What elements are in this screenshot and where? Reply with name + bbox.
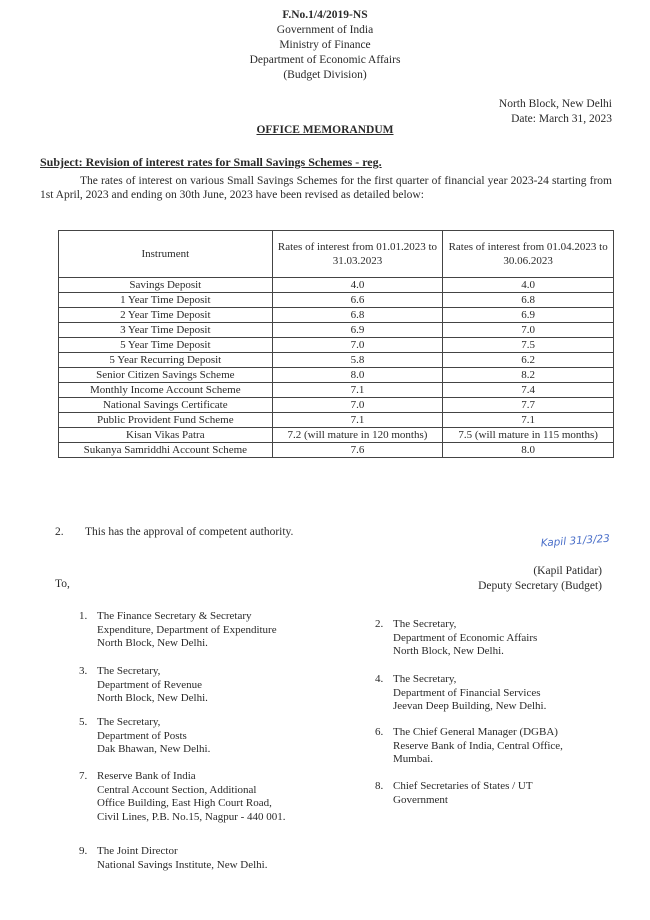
recipient-line: North Block, New Delhi. bbox=[97, 637, 208, 649]
header-line: (Budget Division) bbox=[283, 69, 367, 81]
instrument-cell: 2 Year Time Deposit bbox=[59, 308, 273, 323]
paragraph-number: 2. bbox=[55, 526, 64, 538]
column-header: Instrument bbox=[59, 231, 273, 278]
table-row bbox=[59, 368, 614, 383]
instrument-cell: 3 Year Time Deposit bbox=[59, 323, 273, 338]
rate-cell: 7.1 bbox=[272, 413, 443, 428]
signatory bbox=[478, 564, 602, 594]
recipient bbox=[79, 770, 337, 824]
table-row bbox=[59, 323, 614, 338]
recipient-line: Government bbox=[393, 793, 448, 806]
header-line: Department of Economic Affairs bbox=[249, 54, 401, 66]
recipient-line: Department of Posts bbox=[97, 729, 187, 742]
recipient bbox=[375, 618, 633, 659]
table-row bbox=[59, 413, 614, 428]
table-row bbox=[59, 338, 614, 353]
recipient bbox=[375, 726, 633, 767]
rate-cell: 7.0 bbox=[443, 323, 614, 338]
recipient-number: 7. bbox=[79, 770, 88, 782]
recipient-line: The Secretary, bbox=[393, 673, 457, 685]
table-row bbox=[59, 293, 614, 308]
instrument-cell: Public Provident Fund Scheme bbox=[59, 413, 273, 428]
table-row bbox=[59, 308, 614, 323]
recipient-line: Civil Lines, P.B. No.15, Nagpur - 440 001. bbox=[97, 810, 286, 823]
subject: Subject: Revision of interest rates for Small Savings Schemes - reg. bbox=[40, 155, 382, 169]
instrument-cell: 5 Year Time Deposit bbox=[59, 338, 273, 353]
paragraph-text: This has the approval of competent authority. bbox=[85, 526, 294, 538]
rate-cell: 4.0 bbox=[443, 278, 614, 293]
recipient-line: The Joint Director bbox=[97, 845, 178, 857]
recipient-number: 8. bbox=[375, 780, 384, 792]
recipient-number: 5. bbox=[79, 716, 88, 728]
recipient-line: Office Building, East High Court Road, bbox=[97, 797, 272, 809]
rate-cell: 5.8 bbox=[272, 353, 443, 368]
recipient-number: 4. bbox=[375, 673, 384, 685]
recipient-line: The Secretary, bbox=[97, 716, 161, 728]
recipient-line: Central Account Section, Additional bbox=[97, 783, 257, 796]
recipient-line: Department of Financial Services bbox=[393, 686, 541, 699]
instrument-cell: Savings Deposit bbox=[59, 278, 273, 293]
table-row bbox=[59, 353, 614, 368]
table-row bbox=[59, 398, 614, 413]
instrument-cell: National Savings Certificate bbox=[59, 398, 273, 413]
place-date bbox=[499, 97, 612, 127]
memo-title: OFFICE MEMORANDUM bbox=[256, 124, 394, 136]
rate-cell: 8.2 bbox=[443, 368, 614, 383]
column-header: Rates of interest from 01.04.2023 to 30.06.2023 bbox=[443, 231, 614, 278]
rate-cell: 6.9 bbox=[443, 308, 614, 323]
letterhead bbox=[0, 8, 650, 83]
recipient-line: The Secretary, bbox=[393, 618, 457, 630]
recipient-number: 9. bbox=[79, 845, 88, 857]
table-row bbox=[59, 428, 614, 443]
recipient-line: National Savings Institute, New Delhi. bbox=[97, 858, 268, 871]
instrument-cell: 1 Year Time Deposit bbox=[59, 293, 273, 308]
recipient-line: Jeevan Deep Building, New Delhi. bbox=[393, 700, 547, 712]
instrument-cell: Senior Citizen Savings Scheme bbox=[59, 368, 273, 383]
rate-cell: 7.7 bbox=[443, 398, 614, 413]
recipient-line: The Finance Secretary & Secretary bbox=[97, 610, 252, 622]
recipient-line: Mumbai. bbox=[393, 753, 434, 765]
header-line: Government of India bbox=[276, 24, 374, 36]
recipient bbox=[79, 845, 337, 872]
rate-cell: 7.1 bbox=[443, 413, 614, 428]
recipient-line: Reserve Bank of India bbox=[97, 770, 196, 782]
rate-cell: 7.5 (will mature in 115 months) bbox=[443, 428, 614, 443]
paragraph-1: The rates of interest on various Small Savings Schemes for the first quarter of financial year 2023-24 starting from 1st April, 2023 and ending on 30th June, 2023 have been revised as detailed below: bbox=[40, 175, 612, 201]
signatory-designation: Deputy Secretary (Budget) bbox=[478, 580, 602, 592]
handwritten-signature: Kapil 31/3/23 bbox=[540, 532, 611, 550]
recipient bbox=[375, 780, 633, 807]
rate-cell: 7.4 bbox=[443, 383, 614, 398]
rate-cell: 8.0 bbox=[272, 368, 443, 383]
recipient-line: Department of Revenue bbox=[97, 678, 203, 691]
recipient-line: North Block, New Delhi. bbox=[97, 692, 208, 704]
instrument-cell: Kisan Vikas Patra bbox=[59, 428, 273, 443]
recipient bbox=[375, 673, 633, 714]
table-header-row bbox=[59, 231, 614, 278]
rate-cell: 6.8 bbox=[443, 293, 614, 308]
recipient-line: Reserve Bank of India, Central Office, bbox=[393, 739, 563, 752]
date: Date: March 31, 2023 bbox=[511, 113, 612, 125]
to-label: To, bbox=[55, 578, 70, 590]
recipient-number: 2. bbox=[375, 618, 384, 630]
column-header: Rates of interest from 01.01.2023 to 31.03.2023 bbox=[272, 231, 443, 278]
recipient-number: 3. bbox=[79, 665, 88, 677]
recipient-line: North Block, New Delhi. bbox=[393, 645, 504, 657]
recipient-number: 6. bbox=[375, 726, 384, 738]
recipient-line: Chief Secretaries of States / UT bbox=[393, 780, 533, 792]
rate-cell: 8.0 bbox=[443, 443, 614, 458]
rate-cell: 4.0 bbox=[272, 278, 443, 293]
rate-cell: 7.1 bbox=[272, 383, 443, 398]
recipient bbox=[79, 665, 337, 706]
instrument-cell: 5 Year Recurring Deposit bbox=[59, 353, 273, 368]
table-row bbox=[59, 443, 614, 458]
rate-cell: 6.2 bbox=[443, 353, 614, 368]
rate-cell: 6.8 bbox=[272, 308, 443, 323]
recipient-line: Dak Bhawan, New Delhi. bbox=[97, 743, 211, 755]
instrument-cell: Monthly Income Account Scheme bbox=[59, 383, 273, 398]
rate-cell: 7.6 bbox=[272, 443, 443, 458]
rate-cell: 7.5 bbox=[443, 338, 614, 353]
recipient-line: The Secretary, bbox=[97, 665, 161, 677]
header-line: Ministry of Finance bbox=[279, 39, 371, 51]
recipient-line: Department of Economic Affairs bbox=[393, 631, 538, 644]
paragraph-2 bbox=[55, 526, 293, 538]
rate-cell: 7.0 bbox=[272, 338, 443, 353]
recipient-number: 1. bbox=[79, 610, 88, 622]
table-row bbox=[59, 383, 614, 398]
rate-cell: 7.2 (will mature in 120 months) bbox=[272, 428, 443, 443]
table-row bbox=[59, 278, 614, 293]
rates-table bbox=[58, 230, 614, 458]
recipient-line: Expenditure, Department of Expenditure bbox=[97, 623, 277, 636]
recipient bbox=[79, 610, 337, 651]
rate-cell: 6.9 bbox=[272, 323, 443, 338]
instrument-cell: Sukanya Samriddhi Account Scheme bbox=[59, 443, 273, 458]
signatory-name: (Kapil Patidar) bbox=[533, 565, 602, 577]
file-number: F.No.1/4/2019-NS bbox=[282, 9, 368, 21]
recipient-line: The Chief General Manager (DGBA) bbox=[393, 726, 558, 738]
place: North Block, New Delhi bbox=[498, 98, 612, 110]
rate-cell: 6.6 bbox=[272, 293, 443, 308]
rate-cell: 7.0 bbox=[272, 398, 443, 413]
recipient bbox=[79, 716, 337, 757]
